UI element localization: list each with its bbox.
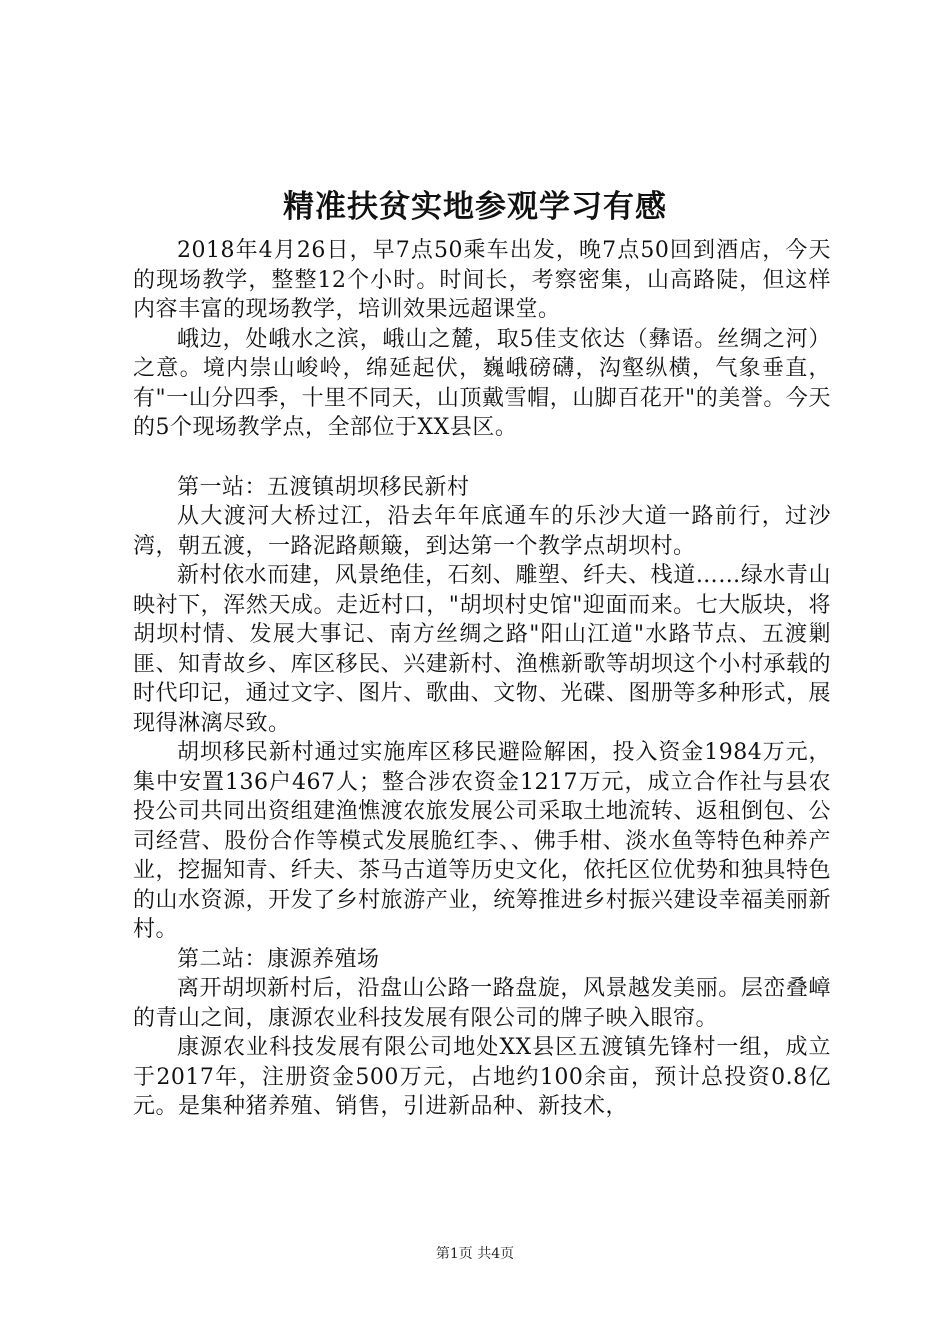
paragraph: 从大渡河大桥过江，沿去年年底通车的乐沙大道一路前行，过沙湾，朝五渡，一路泥路颠簸，到达第一个教学点胡坝村。 bbox=[133, 504, 831, 559]
paragraph-intro: 2018年4月26日，早7点50乘车出发，晚7点50回到酒店，今天的现场教学，整整12个小时。时间长，考察密集，山高路陡，但这样内容丰富的现场教学，培训效果远超课堂。 bbox=[133, 238, 831, 322]
page-footer: 第1页 共4页 bbox=[435, 1246, 515, 1262]
document-body bbox=[133, 236, 831, 1122]
page-title: 精准扶贫实地参观学习有感 bbox=[283, 189, 667, 225]
paragraph: 新村依水而建，风景绝佳，石刻、雕塑、纤夫、栈道……绿水青山映衬下，浑然天成。走近村口，"胡坝村史馆"迎面而来。七大版块，将胡坝村情、发展大事记、南方丝绸之路"阳山江道"水路节点、五渡剿匪、知青故乡、库区移民、兴建新村、渔樵新歌等胡坝这个小村承载的时代印记，通过文字、图片、歌曲、文物、光碟、图册等多种形式，展现得淋漓尽致。 bbox=[133, 563, 831, 736]
paragraph: 离开胡坝新村后，沿盘山公路一路盘旋，风景越发美丽。层峦叠嶂的青山之间，康源农业科技发展有限公司的牌子映入眼帘。 bbox=[133, 976, 831, 1031]
section-heading-station-2: 第二站：康源养殖场 bbox=[177, 946, 380, 972]
paragraph-ebian: 峨边，处峨水之滨，峨山之麓，取5佳支依达（彝语。丝绸之河）之意。境内崇山峻岭，绵延起伏，巍峨磅礴，沟壑纵横，气象垂直，有"一山分四季，十里不同天，山顶戴雪帽，山脚百花开"的美誉。今天的5个现场教学点，全部位于XX县区。 bbox=[133, 326, 831, 440]
paragraph: 康源农业科技发展有限公司地处XX县区五渡镇先锋村一组，成立于2017年，注册资金500万元，占地约100余亩，预计总投资0.8亿元。是集种猪养殖、销售，引进新品种、新技术， bbox=[133, 1035, 831, 1119]
paragraph: 胡坝移民新村通过实施库区移民避险解困，投入资金1984万元，集中安置136户467人；整合涉农资金1217万元，成立合作社与县农投公司共同出资组建渔憔渡农旅发展公司采取土地流转、返租倒包、公司经营、股份合作等模式发展脆红李、、佛手柑、淡水鱼等特色种养产业，挖掘知青、纤夫、茶马古道等历史文化，依托区位优势和独具特色的山水资源，开发了乡村旅游产业，统筹推进乡村振兴建设幸福美丽新村。 bbox=[133, 740, 831, 942]
section-heading-station-1: 第一站：五渡镇胡坝移民新村 bbox=[177, 474, 470, 500]
